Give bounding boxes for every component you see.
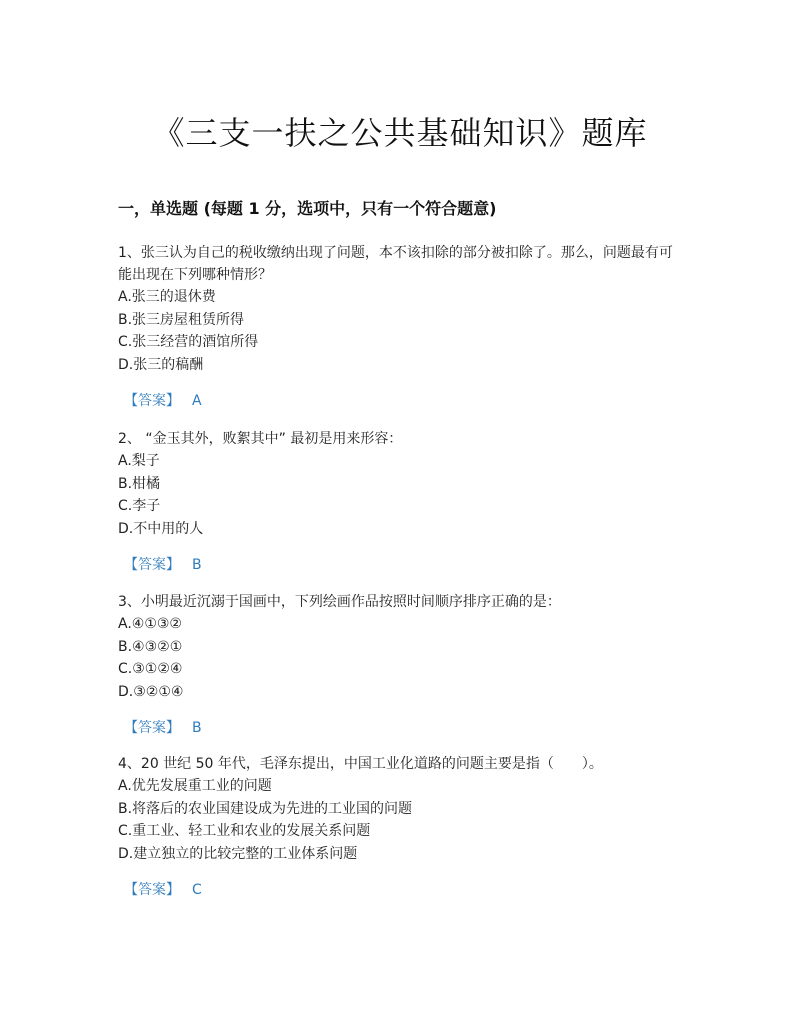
option-b: B.张三房屋租赁所得	[118, 311, 245, 328]
answer-value: C	[192, 882, 202, 898]
option-b: B.柑橘	[118, 475, 161, 492]
option-c: C.张三经营的酒馆所得	[118, 334, 259, 350]
option-b: B.④③②①	[118, 638, 183, 655]
option-a: A.优先发展重工业的问题	[118, 778, 272, 794]
option-c: C.重工业、轻工业和农业的发展关系问题	[118, 823, 371, 839]
document-title: 《三支一扶之公共基础知识》题库	[152, 114, 648, 152]
question-3	[118, 591, 678, 737]
answer-line	[118, 717, 678, 737]
question-stem: 4、20 世纪 50 年代，毛泽东提出，中国工业化道路的问题主要是指（ ）。	[118, 756, 603, 772]
answer-value: B	[192, 720, 202, 736]
question-stem: 3、小明最近沉溺于国画中，下列绘画作品按照时间顺序排序正确的是：	[118, 594, 561, 610]
option-a: A.④①③②	[118, 616, 182, 632]
answer-line	[118, 879, 678, 899]
option-c: C.李子	[118, 498, 161, 514]
option-d: D.建立独立的比较完整的工业体系问题	[118, 845, 358, 862]
option-a: A.梨子	[118, 453, 160, 469]
question-4	[118, 753, 678, 899]
option-d: D.③②①④	[118, 683, 184, 700]
question-stem: 2、 “金玉其外，败絮其中” 最初是用来形容：	[118, 431, 403, 447]
answer-label: 【答案】	[124, 393, 180, 409]
option-d: D.不中用的人	[118, 520, 204, 537]
answer-label: 【答案】	[124, 882, 180, 898]
answer-value: B	[192, 557, 202, 573]
answer-line	[118, 390, 678, 410]
option-d: D.张三的稿酬	[118, 356, 204, 373]
option-a: A.张三的退休费	[118, 289, 216, 305]
answer-label: 【答案】	[124, 720, 180, 736]
option-b: B.将落后的农业国建设成为先进的工业国的问题	[118, 800, 413, 817]
answer-value: A	[192, 393, 202, 409]
answer-label: 【答案】	[124, 557, 180, 573]
option-c: C.③①②④	[118, 661, 183, 677]
question-2	[118, 428, 678, 574]
section-heading: 一，单选题 (每题 1 分，选项中，只有一个符合题意)	[118, 199, 497, 218]
question-stem: 1、张三认为自己的税收缴纳出现了问题，本不该扣除的部分被扣除了。那么，问题最有可能出现在下列哪种情形？	[118, 245, 673, 283]
answer-line	[118, 554, 678, 574]
question-1	[118, 242, 678, 410]
